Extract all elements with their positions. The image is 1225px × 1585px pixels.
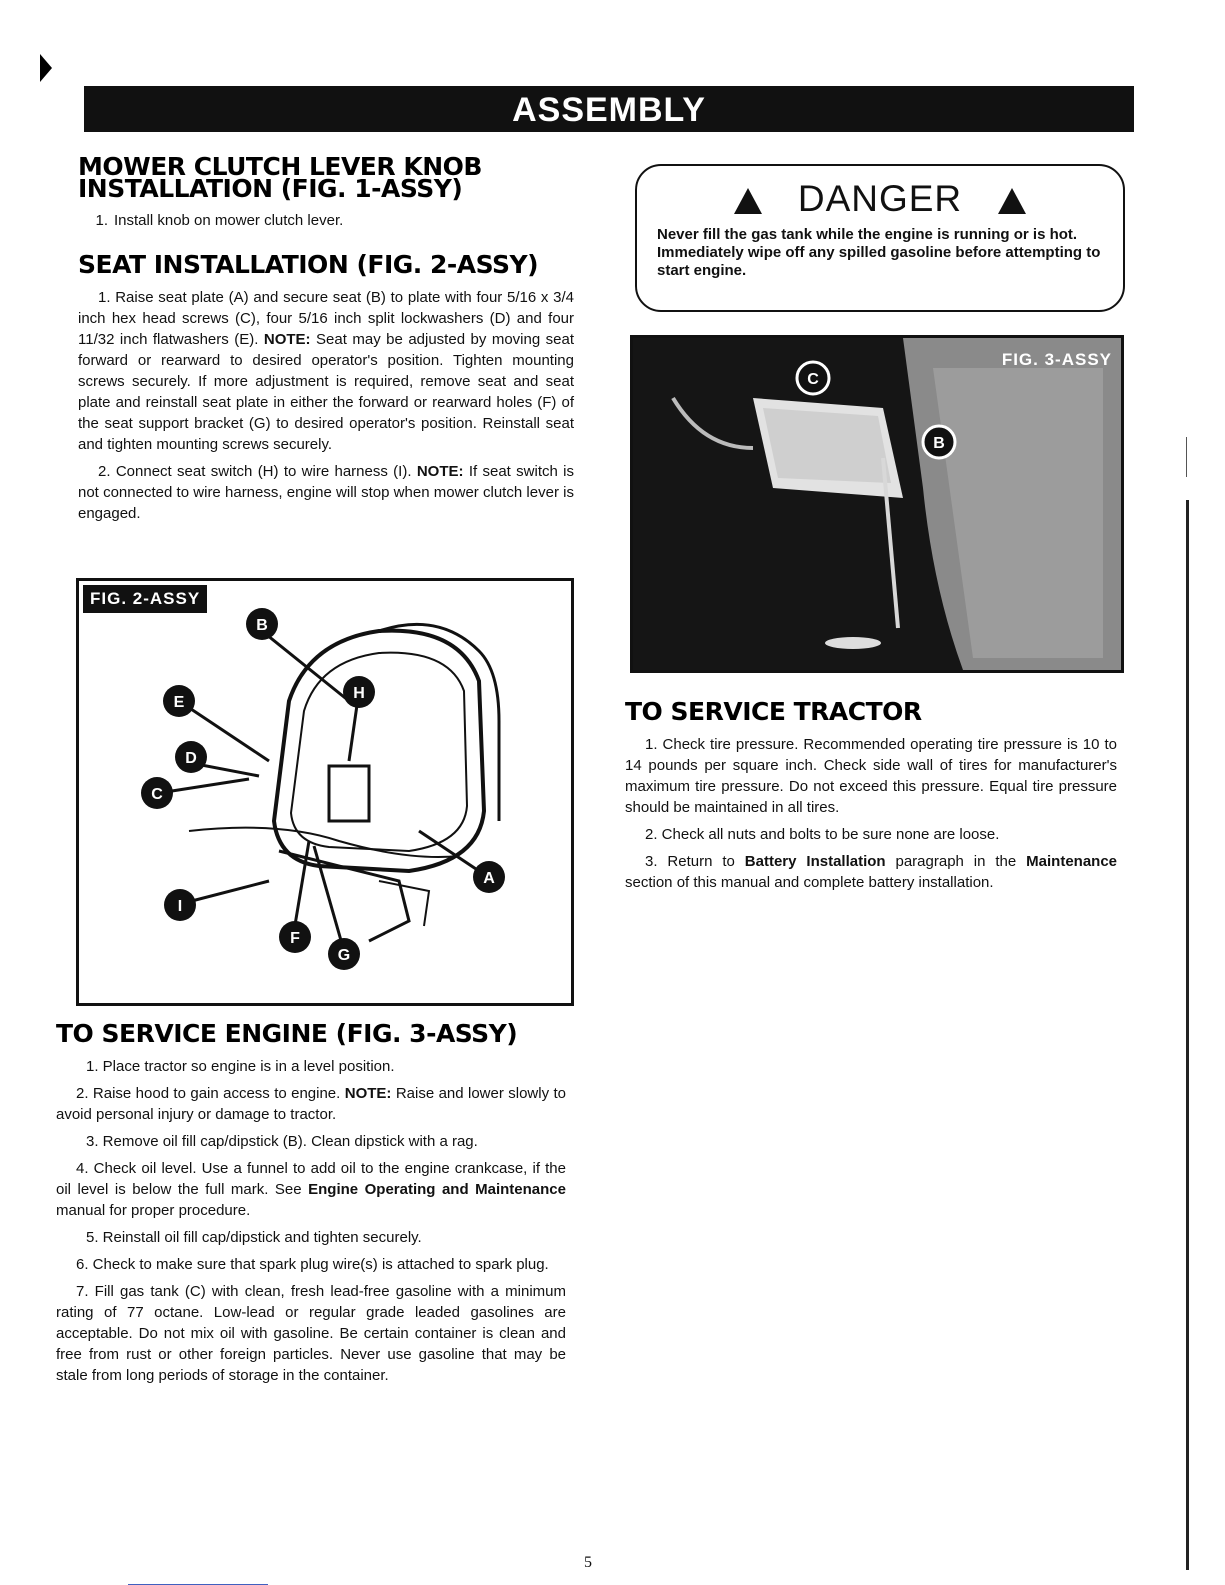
knob-heading-line2: INSTALLATION (FIG. 1-ASSY) [78, 174, 463, 203]
tractor-step-3-bold1: Battery Installation [744, 853, 886, 870]
engine-step-4-bold: Engine Operating and Maintenance [308, 1181, 566, 1198]
danger-box [635, 164, 1125, 312]
seat-step-1 [78, 287, 574, 455]
scan-edge-mark [1186, 437, 1187, 477]
fig-3-tag: FIG. 3-ASSY [1001, 350, 1112, 369]
callout-c-fig3-label: C [807, 371, 819, 388]
callout-b-fig3-label: B [933, 435, 945, 452]
callout-c-fig3 [797, 362, 829, 394]
callout-d-label: D [185, 750, 197, 767]
gas-tank-face [763, 408, 891, 483]
engine-step-6: 6. Check to make sure that spark plug wire(s) is attached to spark plug. [76, 1256, 549, 1273]
engine-step-2-note-label: NOTE: [344, 1085, 392, 1102]
callout-c-label: C [151, 786, 163, 803]
engine-heading: TO SERVICE ENGINE (FIG. 3-ASSY) [56, 1019, 518, 1048]
seat-step-2-note-label: NOTE: [416, 463, 464, 480]
fig-3-photo [633, 338, 1121, 670]
danger-title-text: DANGER [797, 178, 963, 219]
callout-a-label: A [483, 870, 495, 887]
engine-step-4 [56, 1158, 566, 1221]
callout-e [163, 685, 195, 717]
callout-g-label: G [337, 947, 351, 964]
callout-h-label: H [353, 685, 365, 702]
leader-b [262, 631, 349, 701]
callout-b-label: B [256, 617, 268, 634]
callout-e-label: E [173, 694, 185, 711]
tractor-step-3-b: paragraph in the [895, 853, 1017, 870]
tractor-step-1: 1. Check tire pressure. Recommended operating tire pressure is 10 to 14 pounds per square inch. Check side wall of tires for manufacturer's maximum tire pressure. Do not exceed this pressure. Equal tire pressure should be maintained in all tires. [625, 736, 1117, 816]
seat-switch [329, 766, 369, 821]
margin-mark [40, 54, 52, 82]
seat-step-1-text: 1. Raise seat plate (A) and secure seat (B) to plate with four 5/16 x 3/4 inch hex head screws (C), four 5/16 inch split lockwashers (D) and four 11/32 inch flatwashers (E). [78, 289, 574, 348]
engine-step-1: 1. Place tractor so engine is in a level position. [86, 1058, 395, 1075]
danger-text: Never fill the gas tank while the engine is running or is hot. Immediately wipe off any spilled gasoline before attempting to start engine. [657, 226, 1101, 279]
engine-step-3: 3. Remove oil fill cap/dipstick (B). Clean dipstick with a rag. [86, 1133, 478, 1150]
seat-step-2-text: 2. Connect seat switch (H) to wire harness (I). [98, 463, 412, 480]
tractor-section [625, 697, 1118, 899]
callout-d [175, 741, 207, 773]
danger-title [637, 178, 1123, 220]
left-column [78, 152, 574, 530]
warning-triangle-icon [734, 188, 762, 214]
tractor-heading: TO SERVICE TRACTOR [625, 697, 922, 726]
fig-2-assy [76, 578, 574, 1006]
knob-heading [78, 152, 574, 203]
knob-step-1 [78, 210, 574, 231]
callout-c [141, 777, 173, 809]
seat-inner [291, 653, 467, 851]
engine-step-4-end: manual for proper procedure. [56, 1202, 251, 1219]
engine-step-5: 5. Reinstall oil fill cap/dipstick and tighten securely. [86, 1229, 422, 1246]
tractor-step-3 [625, 851, 1117, 893]
engine-step-7: 7. Fill gas tank (C) with clean, fresh lead-free gasoline with a minimum rating of 77 octane. Low-lead or regular grade leaded gasolines are acceptable. Do not mix oil with gasoline. Be certain container is clean and free from rust or other foreign particles. Never use gasoline that may be stale from long periods of storage in the container. [56, 1283, 566, 1384]
knob-step-number: 1. [95, 212, 108, 229]
leader-g [314, 846, 344, 951]
page-number: 5 [584, 1554, 592, 1571]
page-banner: ASSEMBLY [84, 86, 1134, 132]
engine-step-2 [56, 1083, 566, 1125]
ground-marking [825, 637, 881, 649]
callout-b-fig3 [923, 426, 955, 458]
callout-h [343, 676, 375, 708]
engine-step-2-note: Raise and lower slowly to avoid personal injury or damage to tractor. [56, 1085, 566, 1123]
scan-edge-rule [1186, 500, 1189, 1570]
seat-step-1-note: Seat may be adjusted by moving seat forward or rearward to desired operator's position. Tighten mounting screws securely. If more adjustment is required, remove seat and seat plate and reinstall seat plate in either the forward or rearward holes (F) of the seat support bracket (G) to desired operator's position. Reinstall seat and tighten mounting screws securely. [78, 331, 574, 453]
callout-g [328, 938, 360, 970]
tractor-step-2: 2. Check all nuts and bolts to be sure none are loose. [645, 826, 1000, 843]
tractor-step-3-a: 3. Return to [645, 853, 735, 870]
knob-step-text: Install knob on mower clutch lever. [114, 212, 344, 229]
tractor-step-3-bold2: Maintenance [1026, 853, 1118, 870]
callout-b [246, 608, 278, 640]
callout-i [164, 889, 196, 921]
engine-step-4-text: 4. Check oil level. Use a funnel to add oil to the engine crankcase, if the oil level is below the full mark. See [56, 1160, 566, 1198]
seat-step-2-note: If seat switch is not connected to wire harness, engine will stop when mower clutch lever is engaged. [78, 463, 575, 522]
engine-step-2-text: 2. Raise hood to gain access to engine. [76, 1085, 341, 1102]
leader-i [184, 881, 269, 903]
engine-section [56, 1019, 566, 1392]
fig-3-assy [630, 335, 1124, 673]
fig-2-drawing [79, 581, 571, 1003]
warning-triangle-icon [998, 188, 1026, 214]
seat-step-1-note-label: NOTE: [263, 331, 311, 348]
callout-f [279, 921, 311, 953]
knob-heading-line1: MOWER CLUTCH LEVER KNOB [78, 152, 482, 181]
callout-a [473, 861, 505, 893]
callout-f-label: F [290, 930, 300, 947]
seat-heading: SEAT INSTALLATION (FIG. 2-ASSY) [78, 250, 539, 279]
seat-step-2 [78, 461, 574, 524]
tractor-step-3-c: section of this manual and complete battery installation. [625, 874, 994, 891]
callout-i-label: I [177, 898, 183, 915]
fig-2-tag: FIG. 2-ASSY [83, 585, 207, 613]
